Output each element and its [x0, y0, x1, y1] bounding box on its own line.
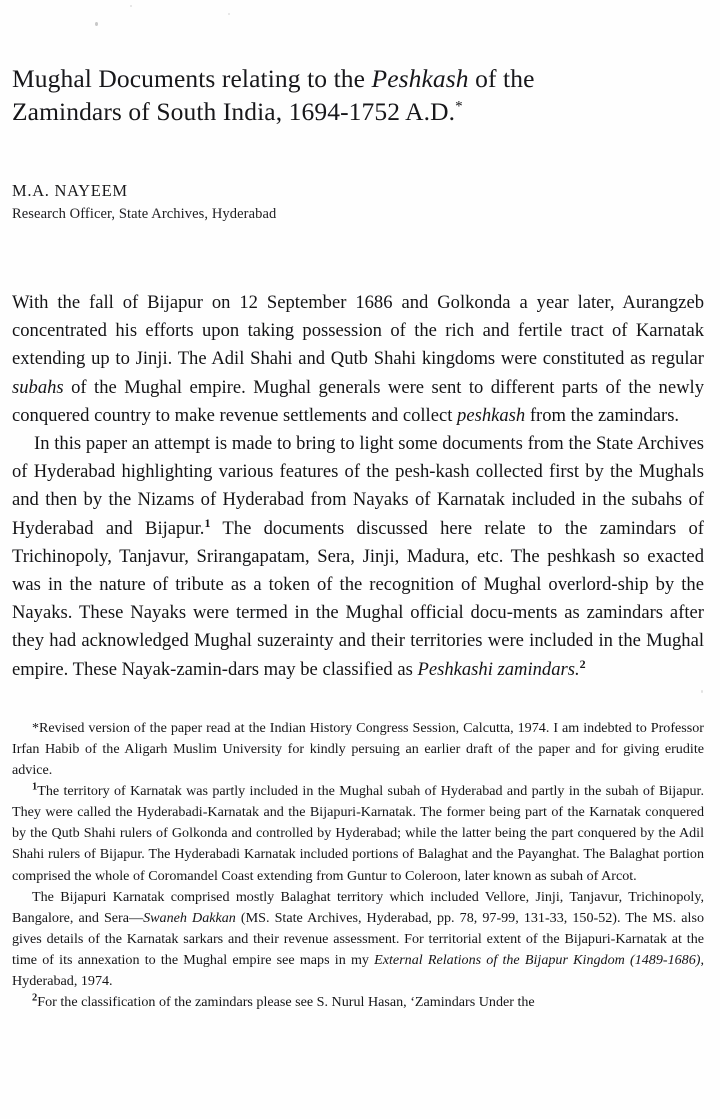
- title-footnote-marker: *: [455, 98, 463, 115]
- paragraph-1-segment-2: of the Mughal empire. Mughal generals were sent to different parts of the newly conquered country to make revenue settlements and collect: [12, 376, 704, 426]
- title-italic-peshkash: Peshkash: [371, 64, 469, 93]
- footnote-marker-2: 2: [32, 992, 38, 1004]
- paragraph-2-segment-2: The documents discussed here relate to the zamindars of Trichinopoly, Tanjavur, Srirangapatam, Sera, Jinji, Madura, etc. The peshkash so exacted was in the nature of tribute as a token of the recognition of Mughal overlord-ship by the Nayaks. These Nayaks were termed in the Mughal official docu-ments as zamindars after they had acknowledged Mughal suzerainty and their territories were included in the Mughal empire. These Nayak-zamin-dars may be classified as: [12, 517, 704, 680]
- author-affiliation: Research Officer, State Archives, Hyderabad: [12, 206, 277, 222]
- paragraph-1-italic-subahs: subahs: [12, 376, 64, 398]
- paragraph-2-italic-peshkashi-zamindars: Peshkashi zamindars.: [417, 658, 580, 680]
- footnote-2: [12, 992, 704, 1010]
- footnote-reference-1[interactable]: 1: [204, 515, 211, 530]
- footnote-1-continued: [12, 887, 704, 992]
- footnote-1b-segment-2: (MS. State Archives, Hyderabad, pp. 78, 97-99, 131-33, 150-52). The MS. also gives details of the Karnatak sarkars and their revenue assessment. For territorial extent of the Bijapuri-Karnatak at the time of its annexation to the Mughal empire see maps in my: [12, 909, 704, 968]
- footnote-marker-asterisk: *: [32, 720, 39, 736]
- paragraph-1-italic-peshkash: peshkash: [457, 404, 526, 426]
- author-name: M.A. NAYEEM: [12, 181, 128, 200]
- footnote-1b-italic-swaneh-dakkan: Swaneh Dakkan: [143, 909, 236, 926]
- footnote-reference-2[interactable]: 2: [579, 656, 586, 671]
- footnote-2-text: For the classification of the zamindars please see S. Nurul Hasan, ‘Zamindars Under the: [37, 994, 535, 1011]
- footnote-1b-segment-1: The Bijapuri Karnatak comprised mostly Balaghat territory which included Vellore, Jinji, Tanjavur, Trichinopoly, Bangalore, and Sera—: [12, 888, 704, 926]
- footnote-1b-italic-external-relations: External Relations of the Bijapur Kingdom (1489-1686): [374, 951, 701, 968]
- title-subtitle-text: Zamindars of South India, 1694-1752 A.D.: [12, 97, 456, 126]
- body-block: [12, 289, 704, 684]
- page-content: [12, 0, 704, 1010]
- footnotes-block: [12, 718, 704, 1010]
- footnote-1b-segment-3: , Hyderabad, 1974.: [12, 951, 705, 989]
- footnote-asterisk: [12, 718, 704, 781]
- footnote-2-clipped-region: [12, 992, 704, 1010]
- paragraph-1-segment-1: With the fall of Bijapur on 12 September 1686 and Golkonda a year later, Aurangzeb concentrated his efforts upon taking possession of the rich and fertile tract of Karnatak extending up to Jinji. The Adil Shahi and Qutb Shahi kingdoms were constituted as regular: [12, 292, 704, 370]
- footnote-1-text: The territory of Karnatak was partly included in the Mughal subah of Hyderabad and partly in the subah of Bijapur. They were called the Hyderabadi-Karnatak and the Bijapuri-Karnatak. The former being part of the Karnatak conquered by the Qutb Shahi rulers of Golkonda and controlled by Hyderabad; while the latter being the part conquered by the Adil Shahi rulers of Bijapur. The Hyderabadi Karnatak included portions of Balaghat and the Payanghat. The Balaghat portion comprised the whole of Coromandel Coast extending from Guntur to Coleroon, later known as subah of Arcot.: [12, 783, 704, 884]
- author-block: [12, 180, 704, 225]
- page-title-line-1: [12, 62, 704, 95]
- title-text-pre: Mughal Documents relating to the: [12, 64, 372, 93]
- body-paragraph-1: [12, 289, 704, 430]
- paragraph-2-segment-1: In this paper an attempt is made to bring to light some documents from the State Archives of Hyderabad highlighting various features of the pesh-kash collected first by the Mughals and then by the Nizams of Hyderabad from Nayaks of Karnatak included in the subahs of Hyderabad and Bijapur.: [12, 433, 704, 539]
- footnote-marker-1: 1: [32, 781, 38, 793]
- body-paragraph-2: [12, 430, 704, 684]
- footnote-1: [12, 781, 704, 886]
- title-text-post: of the: [468, 64, 535, 93]
- footnote-asterisk-text: Revised version of the paper read at the Indian History Congress Session, Calcutta, 1974. I am indebted to Professor Irfan Habib of the Aligarh Muslim University for kindly persuing an earlier draft of the paper and for giving erudite advice.: [12, 719, 704, 779]
- page-title-line-2: [12, 95, 704, 128]
- title-block: [12, 62, 704, 128]
- paragraph-1-segment-3: from the zamindars.: [525, 404, 680, 426]
